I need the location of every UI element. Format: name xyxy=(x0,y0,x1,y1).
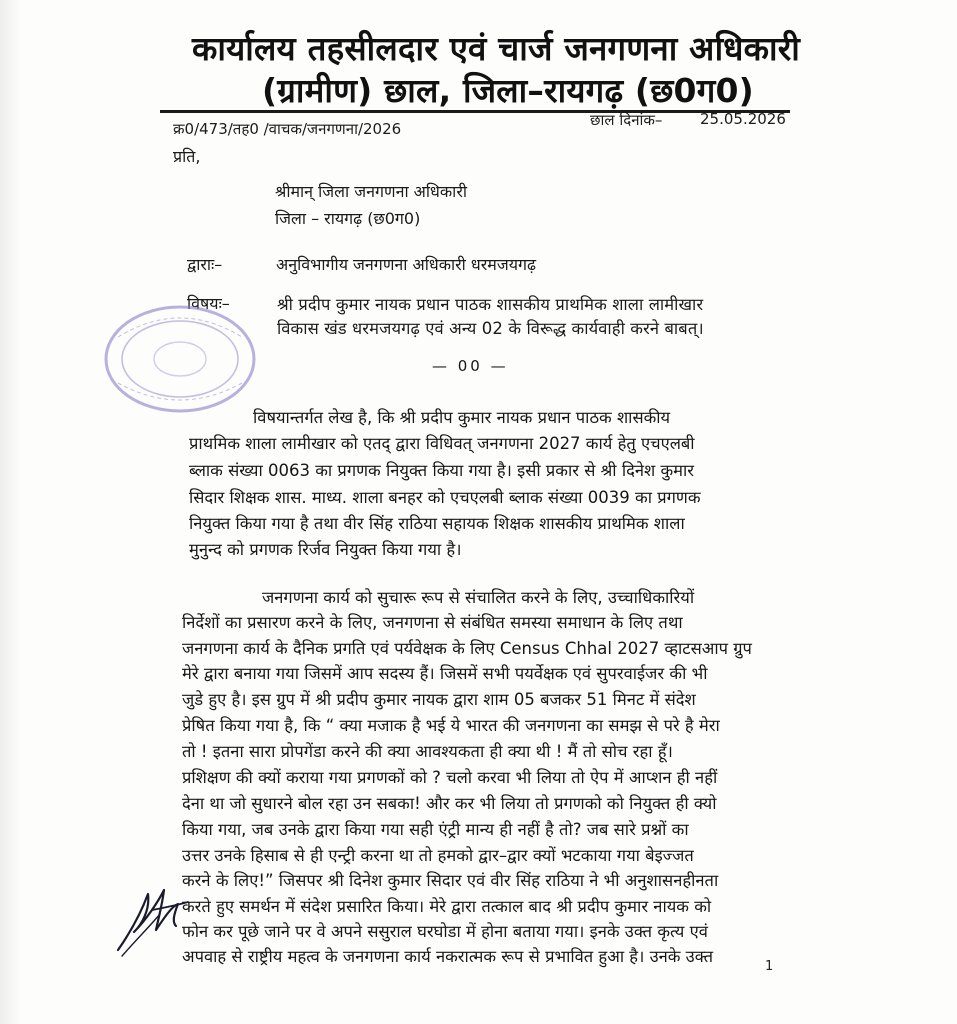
paragraph-2-line: करते हुए समर्थन में संदेश प्रसारित किया। मेरे द्वारा तत्काल बाद श्री प्रदीप कुमार नायक को xyxy=(182,897,712,916)
paragraph-2-line: फोन कर पूछे जाने पर वे अपने ससुराल घरघोडा में होना बताया गया। इनके उक्त कृत्य एवं xyxy=(182,922,708,941)
paragraph-2-line: करने के लिए!” जिसपर श्री दिनेश कुमार सिदार एवं वीर सिंह राठिया ने भी अनुशासनहीनता xyxy=(182,871,719,890)
office-title-line-2: (ग्रामीण) छाल, जिला–रायगढ़ (छ0ग0) xyxy=(262,71,754,110)
via-label: द्वाराः– xyxy=(187,255,223,274)
paragraph-2-line: तो ! इतना सारा प्रोपगेंडा करने की क्या आवश्यकता ही क्या थी ! मैं तो सोच रहा हूँ। xyxy=(182,742,673,761)
paragraph-2-line: उत्तर उनके हिसाब से ही एन्ट्री करना था तो हमको द्वार–द्वार क्यों भटकाया गया बेइज्जत xyxy=(182,846,694,865)
office-title-line-1: कार्यालय तहसीलदार एवं चार्ज जनगणना अधिकारी xyxy=(192,29,800,68)
header-rule xyxy=(160,110,790,113)
subject-line-1: श्री प्रदीप कुमार नायक प्रधान पाठक शासकीय प्राथमिक शाला लामीखार xyxy=(277,295,704,314)
paragraph-1-line: सिदार शिक्षक शास. माध्य. शाला बनहर को एचएलबी ब्लाक संख्या 0039 का प्रगणक xyxy=(189,488,701,507)
paragraph-2-line: अपवाह से राष्ट्रीय महत्व के जनगणना कार्य नकरात्मक रूप से प्रभावित हुआ है। उनके उक्त xyxy=(182,947,713,966)
letter-date: 25.05.2026 xyxy=(700,110,786,128)
paragraph-2-line: जनगणना कार्य के दैनिक प्रगति एवं पर्यवेक्षक के लिए Census Chhal 2027 व्हाटसआप ग्रुप xyxy=(182,639,752,658)
reference-number: क्र0/473/तह0 /वाचक/जनगणना/2026 xyxy=(173,120,402,138)
handwritten-signature xyxy=(112,880,202,960)
paragraph-1-line: प्राथमिक शाला लामीखार को एतद् द्वारा विधिवत् जनगणना 2027 कार्य हेतु एचएलबी xyxy=(189,434,695,453)
office-seal-stamp xyxy=(60,297,260,417)
subject-label: विषयः– xyxy=(187,294,230,313)
paragraph-1-line: विषयान्तर्गत लेख है, कि श्री प्रदीप कुमार नायक प्रधान पाठक शासकीय xyxy=(253,408,671,427)
addressee-line-1: श्रीमान् जिला जनगणना अधिकारी xyxy=(275,182,468,201)
paragraph-2-line: प्रेषित किया गया है, कि “ क्या मजाक है भई ये भारत की जनगणना का समझ से परे है मेरा xyxy=(182,716,720,735)
via-value: अनुविभागीय जनगणना अधिकारी धरमजयगढ़ xyxy=(276,255,537,274)
paragraph-2-line: किया गया, जब उनके द्वारा किया गया सही एंट्री मान्य ही नहीं है तो? जब सारे प्रश्नों का xyxy=(182,820,689,839)
paragraph-1-line: नियुक्त किया गया है तथा वीर सिंह राठिया सहायक शिक्षक शासकीय प्राथमिक शाला xyxy=(189,514,685,533)
addressee-line-2: जिला – रायगढ़ (छ0ग0) xyxy=(275,209,421,228)
page-number: 1 xyxy=(765,959,774,974)
paragraph-2-line: जुडे हुए है। इस ग्रुप में श्री प्रदीप कुमार नायक द्वारा शाम 05 बजकर 51 मिनट में संदेश xyxy=(182,690,696,709)
paragraph-2-line: प्रशिक्षण की क्यों कराया गया प्रगणकों को ? चलो करवा भी लिया तो ऐप में आप्शन ही नहीं xyxy=(182,768,718,787)
date-label: छाल दिनांक– xyxy=(590,111,663,129)
paragraph-2-line: निर्देशों का प्रसारण करने के लिए, जनगणना से संबंधित समस्या समाधान के लिए तथा xyxy=(182,613,683,632)
paragraph-1-line: ब्लाक संख्या 0063 का प्रगणक नियुक्त किया गया है। इसी प्रकार से श्री दिनेश कुमार xyxy=(189,461,695,480)
section-divider: — 00 — xyxy=(432,357,509,375)
paragraph-1-line: मुनुन्द को प्रगणक रिर्जव नियुक्त किया गया है। xyxy=(189,540,462,559)
subject-line-2: विकास खंड धरमजयगढ़ एवं अन्य 02 के विरूद्ध कार्यवाही करने बाबत्। xyxy=(277,319,704,338)
paragraph-2-line: जनगणना कार्य को सुचारू रूप से संचालित करने के लिए, उच्चाधिकारियों xyxy=(262,588,695,607)
paragraph-2-line: देना था जो सुधारने बोल रहा उन सबका! और कर भी लिया तो प्रगणको को नियुक्त ही क्यो xyxy=(182,794,717,813)
prati-label: प्रति, xyxy=(173,147,201,166)
paragraph-2-line: मेरे द्वारा बनाया गया जिसमें आप सदस्य हैं। जिसमें सभी पयर्वेक्षक एवं सुपरवाईजर की भी xyxy=(182,664,708,683)
